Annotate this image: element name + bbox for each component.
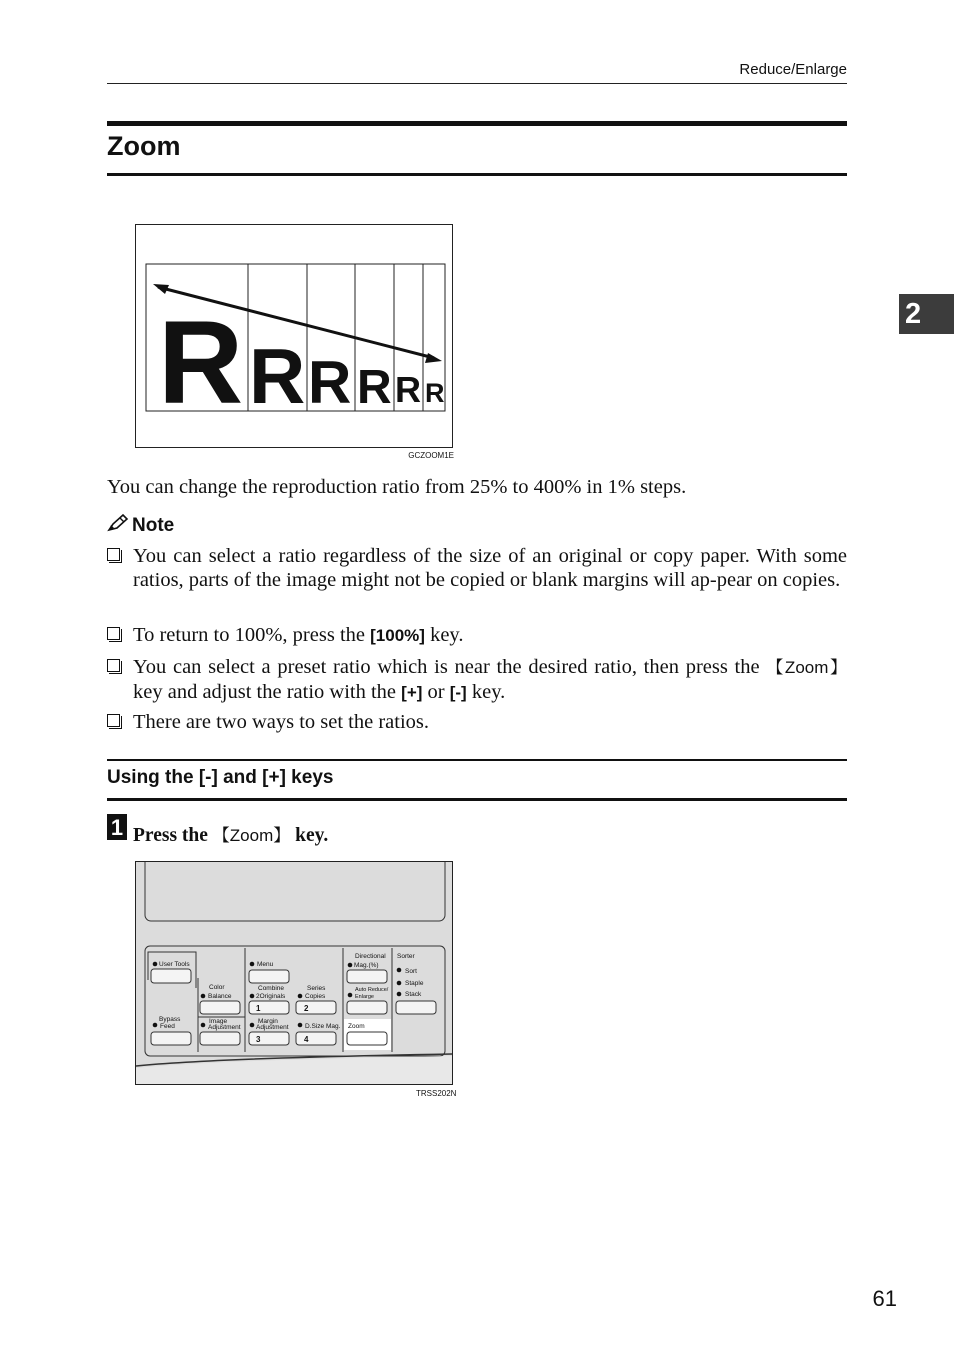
letter-r-4: R [357,361,392,414]
label-image: Image [209,1018,228,1025]
control-panel-svg [136,862,452,1084]
label-bypass: Bypass [159,1016,181,1023]
letter-r-5: R [395,369,421,410]
note-item [107,710,847,734]
intro-text: You can change the reproduction ratio from 25% to 400% in 1% steps. [107,476,687,498]
zoom-illustration-svg [136,225,452,447]
checkbox-bullet-icon [107,548,120,561]
page-title: Zoom [107,131,181,161]
step-text: Press the 【Zoom】 key. [133,825,329,846]
chapter-tab: 2 [899,294,954,334]
running-header: Reduce/Enlarge [739,61,847,78]
label-balance: Balance [208,993,232,1000]
step-number: 1 [107,814,127,840]
key-4-label: 4 [304,1035,309,1044]
note-heading [107,514,174,537]
label-user-tools: User Tools [159,961,190,968]
note-item [107,544,847,592]
subheading-rule-bottom [107,798,847,801]
note-item-text: To return to 100%, press the [100%] key. [133,624,464,646]
label-series: Series [307,985,326,992]
page-number: 61 [872,1286,897,1311]
label-sort: Sort [405,968,417,975]
checkbox-bullet-icon [107,659,120,672]
figure-code: TRSS202N [416,1089,457,1098]
label-stack: Stack [405,991,422,998]
key-3-label: 3 [256,1035,261,1044]
zoom-illustration [135,224,454,460]
label-staple: Staple [405,980,424,987]
letter-r-1: R [158,297,244,429]
header-rule [107,83,847,84]
label-combine: Combine [258,985,285,992]
letter-r-2: R [249,332,306,420]
key-1-label: 1 [256,1004,261,1013]
label-margin: Margin [258,1018,278,1025]
letter-r-3: R [308,349,352,416]
letter-r-6: R [425,378,445,408]
label-feed: Feed [160,1023,175,1030]
key-zoom: 【Zoom】 [212,826,291,845]
heading-rule-bottom [107,173,847,176]
label-zoom: Zoom [348,1023,365,1030]
key-plus: [+] [401,683,423,702]
control-panel-illustration [135,861,453,1085]
label-directional: Directional [355,953,386,960]
figure-code: GCZOOM1E [408,451,454,460]
label-copies: Copies [305,993,326,1000]
note-title: Note [132,515,175,536]
label-color: Color [209,984,225,991]
note-item [107,623,847,648]
label-auto-reduce: Auto Reduce/ [355,987,389,993]
note-item [107,655,847,705]
note-item-text: There are two ways to set the ratios. [133,711,430,733]
label-dsize-mag: D.Size Mag. [305,1023,341,1030]
checkbox-bullet-icon [107,627,120,640]
label-sorter: Sorter [397,953,415,960]
label-enlarge: Enlarge [355,994,374,1000]
subheading: Using the [-] and [+] keys [107,767,334,788]
label-2originals: 2Originals [256,993,286,1000]
note-item-text: You can select a preset ratio which is near the desired ratio, then press the 【Zoom】 key and adjust the ratio with the [+] or [-] key. [133,656,847,703]
key-2-label: 2 [304,1004,309,1013]
checkbox-bullet-icon [107,714,120,727]
pencil-icon [107,514,129,532]
label-margin-adjustment: Adjustment [256,1024,289,1031]
key-zoom: 【Zoom】 [766,658,847,677]
key-minus: [-] [449,683,467,702]
heading-rule-top [107,121,847,126]
label-adjustment: Adjustment [208,1024,241,1031]
label-menu: Menu [257,961,274,968]
subheading-rule-top [107,759,847,761]
zoom-key [347,1032,387,1045]
label-mag-percent: Mag.(%) [354,962,379,969]
key-100-percent: [100%] [370,626,425,645]
note-item-text: You can select a ratio regardless of the size of an original or copy paper. With some ratios, parts of the image might not be copied or blank margins will ap-pear on copies. [133,545,847,591]
